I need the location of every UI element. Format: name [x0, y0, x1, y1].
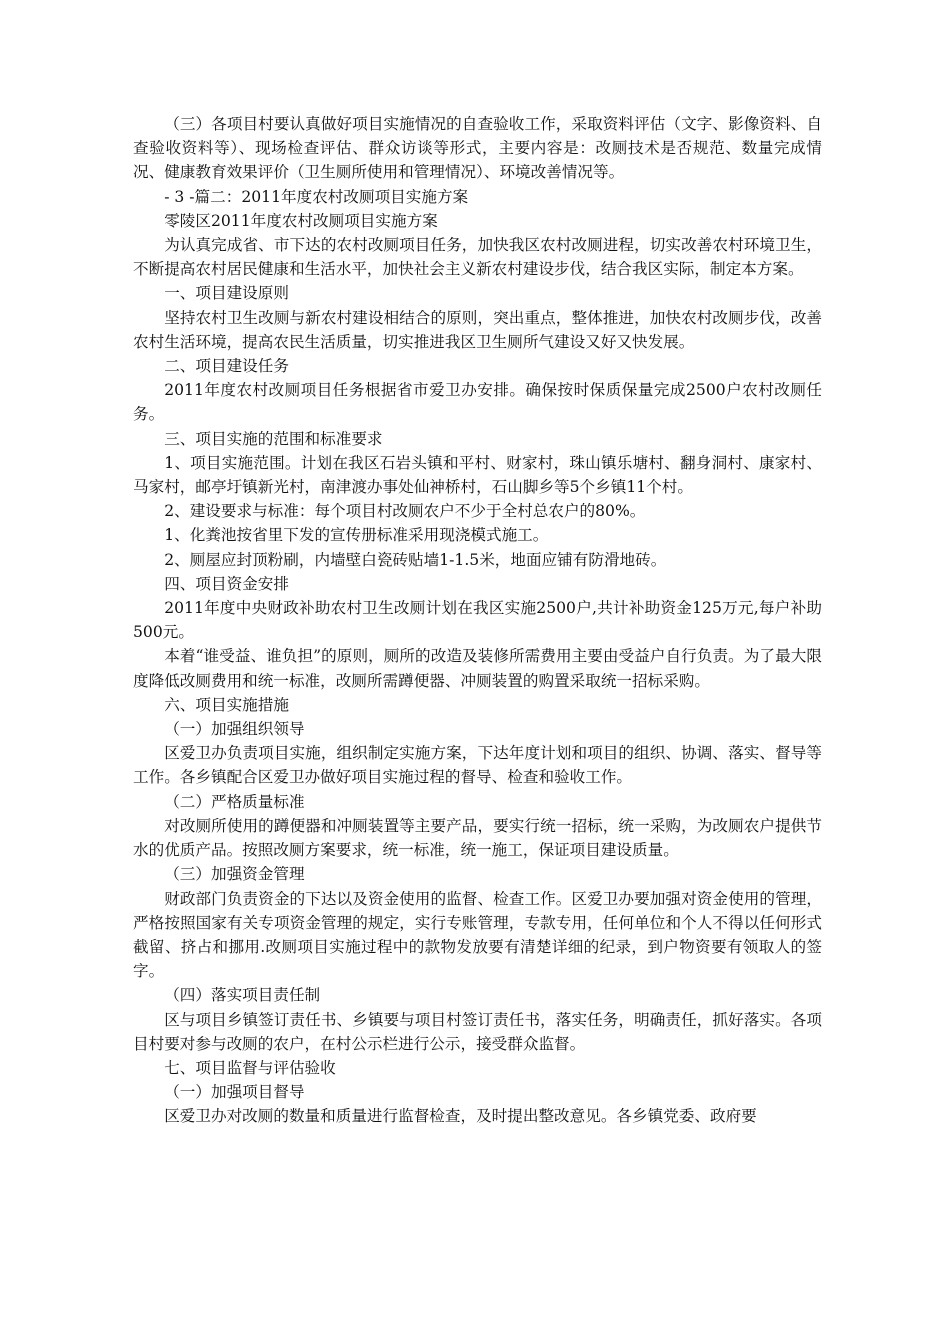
heading-scope: 三、项目实施的范围和标准要求	[164, 429, 383, 448]
subheading-fund-management: （三）加强资金管理	[164, 865, 305, 884]
subheading-quality: （二）严格质量标准	[164, 792, 305, 811]
subheading-responsibility: （四）落实项目责任制	[164, 986, 321, 1005]
paragraph-responsibility: 区与项目乡镇签订责任书、乡镇要与项目村签订责任书，落实任务，明确责任，抓好落实。各项目村要对参与改厕的农户，在村公示栏进行公示，接受群众监督。	[133, 1010, 822, 1053]
paragraph-fund-management: 财政部门负责资金的下达以及资金使用的监督、检查工作。区爱卫办要加强对资金使用的管理，严格按照国家有关专项资金管理的规定，实行专账管理，专款专用，任何单位和个人不得以任何形式截留、挤占和挪用.改厕项目实施过程中的款物发放要有清楚详细的纪录，到户物资要有领取人的签字。	[133, 889, 822, 981]
paragraph-cost-bearing: 本着“谁受益、谁负担”的原则，厕所的改造及装修所需费用主要由受益户自行负责。为了最大限度降低改厕费用和统一标准，改厕所需蹲便器、冲厕装置的购置采取统一招标采购。	[133, 647, 822, 690]
paragraph-supervision: 区爱卫办对改厕的数量和质量进行监督检查，及时提出整改意见。各乡镇党委、政府要	[164, 1107, 757, 1126]
paragraph-tasks: 2011年度农村改厕项目任务根据省市爱卫办安排。确保按时保质保量完成2500户农村改厕任务。	[133, 381, 822, 424]
paragraph-organization: 区爱卫办负责项目实施，组织制定实施方案，下达年度计划和项目的组织、协调、落实、督导等工作。各乡镇配合区爱卫办做好项目实施过程的督导、检查和验收工作。	[133, 744, 822, 787]
heading-principles: 一、项目建设原则	[164, 284, 289, 303]
heading-supervision: 七、项目监督与评估验收	[164, 1058, 336, 1077]
heading-funds: 四、项目资金安排	[164, 574, 289, 593]
subheading-organization: （一）加强组织领导	[164, 720, 305, 739]
page-number-and-part-title: - 3 -篇二：2011年度农村改厕项目实施方案	[164, 187, 469, 206]
paragraph-septic: 1、化粪池按省里下发的宣传册标准采用现浇模式施工。	[164, 526, 549, 545]
paragraph-intro: 为认真完成省、市下达的农村改厕项目任务，加快我区农村改厕进程，切实改善农村环境卫生，不断提高农村居民健康和生活水平，加快社会主义新农村建设步伐，结合我区实际，制定本方案。	[133, 236, 822, 279]
document-title: 零陵区2011年度农村改厕项目实施方案	[164, 211, 438, 230]
heading-tasks: 二、项目建设任务	[164, 357, 289, 376]
paragraph-scope: 1、项目实施范围。计划在我区石岩头镇和平村、财家村，珠山镇乐塘村、翻身洞村、康家村、马家村，邮亭圩镇新光村，南津渡办事处仙神桥村，石山脚乡等5个乡镇11个村。	[133, 453, 822, 497]
paragraph-principles: 坚持农村卫生改厕与新农村建设相结合的原则，突出重点，整体推进，加快农村改厕步伐，改善农村生活环境，提高农民生活质量，切实推进我区卫生厕所气建设又好又快发展。	[133, 308, 822, 351]
subheading-supervision: （一）加强项目督导	[164, 1083, 305, 1102]
paragraph-quality: 对改厕所使用的蹲便器和冲厕装置等主要产品，要实行统一招标，统一采购，为改厕农户提供节水的优质产品。按照改厕方案要求，统一标准，统一施工，保证项目建设质量。	[133, 816, 822, 860]
paragraph-funds: 2011年度中央财政补助农村卫生改厕计划在我区实施2500户,共计补助资金125万元,每户补助500元。	[133, 599, 822, 642]
paragraph-standard: 2、建设要求与标准：每个项目村改厕农户不少于全村总农户的80%。	[164, 502, 646, 521]
paragraph-toilet-room: 2、厕屋应封顶粉刷，内墙壁白瓷砖贴墙1-1.5米，地面应铺有防滑地砖。	[164, 550, 667, 569]
heading-measures: 六、项目实施措施	[164, 695, 289, 714]
paragraph-self-inspection: （三）各项目村要认真做好项目实施情况的自查验收工作，采取资料评估（文字、影像资料、自查验收资料等）、现场检查评估、群众访谈等形式，主要内容是：改厕技术是否规范、数量完成情况、健康教育效果评价（卫生厕所使用和管理情况）、环境改善情况等。	[133, 115, 822, 182]
